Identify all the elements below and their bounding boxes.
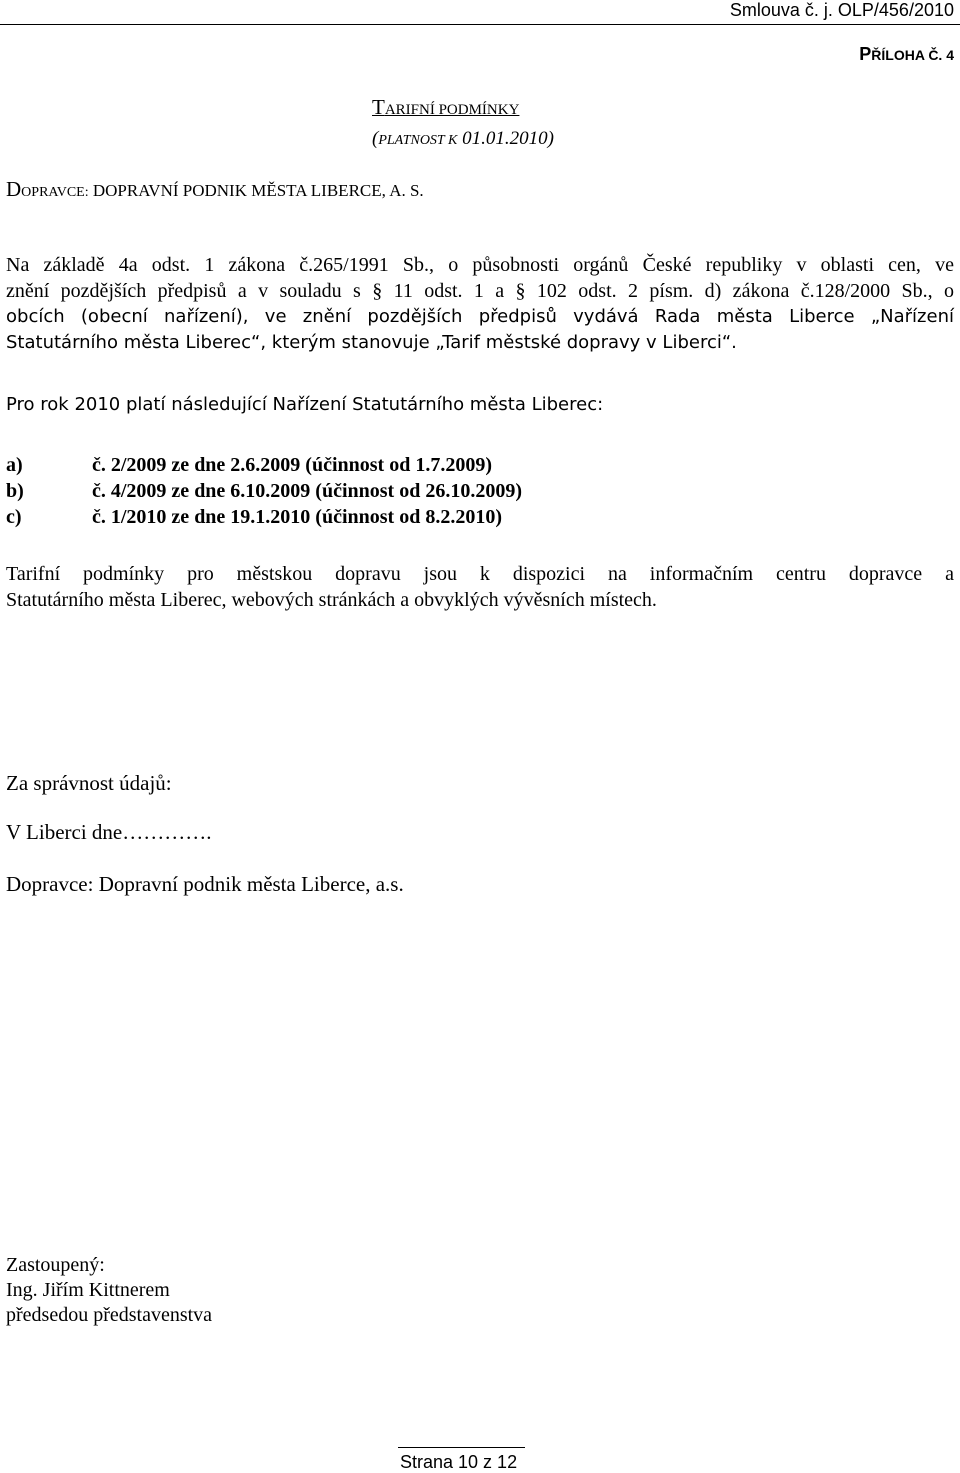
footer-divider xyxy=(398,1447,525,1448)
list-marker: c) xyxy=(6,506,22,528)
annex-prefix: P xyxy=(859,44,872,64)
availability-paragraph xyxy=(6,561,954,613)
intro-line-3: obcích (obecní nařízení), ve znění pozdějších předpisů vydává Rada města Liberce „Nařízení xyxy=(6,306,954,327)
carrier-label: OPRAVCE: xyxy=(21,185,89,200)
annex-rest: ŘÍLOHA Č. 4 xyxy=(871,47,954,63)
header-divider xyxy=(0,24,960,25)
validity-label: PLATNOST K xyxy=(378,133,458,148)
regulation-item-c xyxy=(6,506,502,529)
regulations-heading: Pro rok 2010 platí následující Nařízení Statutárního města Liberec: xyxy=(6,394,604,415)
carrier-signature-line: Dopravce: Dopravní podnik města Liberce, a.s. xyxy=(6,872,404,896)
regulation-text: č. 4/2009 ze dne 6.10.2009 (účinnost od 26.10.2009) xyxy=(92,480,522,502)
validity-open: ( xyxy=(372,128,379,149)
validity-date xyxy=(372,128,554,150)
representative-name: Ing. Jiřím Kittnerem xyxy=(6,1279,170,1301)
representative-role: předsedou představenstva xyxy=(6,1304,213,1326)
regulation-text: č. 2/2009 ze dne 2.6.2009 (účinnost od 1.7.2009) xyxy=(92,454,492,476)
page-number: Strana 10 z 12 xyxy=(400,1452,518,1472)
regulation-item-b xyxy=(6,480,522,503)
regulation-item-a xyxy=(6,454,492,477)
list-marker: a) xyxy=(6,454,23,476)
intro-paragraph xyxy=(6,252,954,356)
title-initial: T xyxy=(372,95,385,119)
intro-line-4: Statutárního města Liberec“, kterým stanovuje „Tarif městské dopravy v Liberci“. xyxy=(6,332,737,353)
regulation-text: č. 1/2010 ze dne 19.1.2010 (účinnost od 8.2.2010) xyxy=(92,506,502,528)
intro-line-2: znění pozdějších předpisů a v souladu s § 11 odst. 1 a § 102 odst. 2 písm. d) zákona č.128/2000 Sb., o xyxy=(6,280,954,302)
validity-date-value: 01.01.2010) xyxy=(457,128,554,149)
carrier-name: DOPRAVNÍ PODNIK MĚSTA LIBERCE, A. S. xyxy=(88,181,424,200)
availability-line-1: Tarifní podmínky pro městskou dopravu jsou k dispozici na informačním centru dopravce a xyxy=(6,563,954,585)
place-date-line: V Liberci dne…………. xyxy=(6,820,212,844)
list-marker: b) xyxy=(6,480,24,502)
contract-reference: Smlouva č. j. OLP/456/2010 xyxy=(729,0,954,20)
availability-line-2: Statutárního města Liberec, webových stránkách a obvyklých vývěsních místech. xyxy=(6,589,657,611)
document-title xyxy=(372,95,519,120)
carrier-initial: D xyxy=(6,177,22,201)
carrier-line xyxy=(6,177,424,202)
correctness-label: Za správnost údajů: xyxy=(6,771,172,795)
annex-label xyxy=(859,44,954,65)
title-rest: ARIFNÍ PODMÍNKY xyxy=(384,102,520,118)
represented-label: Zastoupený: xyxy=(6,1254,105,1276)
intro-line-1: Na základě 4a odst. 1 zákona č.265/1991 Sb., o působnosti orgánů České republiky v oblasti cen, ve xyxy=(6,254,954,276)
